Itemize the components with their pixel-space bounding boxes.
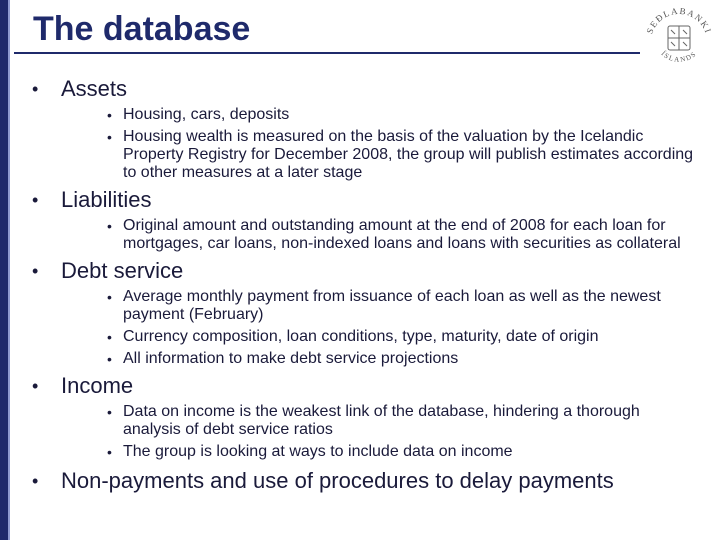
slide-title: The database (33, 10, 251, 48)
debt-service-sublist (30, 288, 700, 368)
central-bank-seal-logo (641, 4, 717, 68)
bullet-liabilities: • Liabilities (32, 187, 152, 212)
liabilities-sublist (30, 217, 700, 253)
list-item: • Housing wealth is measured on the basis of the valuation by the Icelandic Property Registry for December 2008, the group will publish estimates according to other measures at a later stage (107, 128, 694, 181)
bullet-non-payments: • Non-payments and use of procedures to delay payments (32, 468, 614, 493)
list-item: • All information to make debt service projections (107, 350, 459, 367)
left-accent-stripe (8, 0, 10, 540)
title-underline (14, 52, 640, 54)
bullet-assets: • Assets (32, 76, 128, 101)
svg-text:ÍSLANDS (660, 50, 699, 64)
list-item: • Average monthly payment from issuance of each loan as well as the newest payment (February) (107, 288, 661, 323)
list-item: • Data on income is the weakest link of the database, hindering a thorough analysis of debt service ratios (107, 403, 640, 438)
list-item: • Original amount and outstanding amount at the end of 2008 for each loan for mortgages, car loans, non-indexed loans and loans with securities as collateral (107, 217, 681, 252)
assets-sublist (30, 106, 700, 182)
list-item: • Housing, cars, deposits (107, 106, 290, 123)
slide-body (30, 72, 700, 494)
bullet-income: • Income (32, 373, 134, 398)
seal-text-bottom: ÍSLANDS (659, 49, 699, 64)
bullet-debt-service: • Debt service (32, 258, 184, 283)
list-item: • The group is looking at ways to include data on income (107, 443, 513, 460)
left-accent-bar (0, 0, 8, 540)
income-sublist (30, 403, 700, 461)
list-item: • Currency composition, loan conditions, type, maturity, date of origin (107, 328, 599, 345)
seal-text-top: SEÐLABANKI (644, 5, 714, 36)
